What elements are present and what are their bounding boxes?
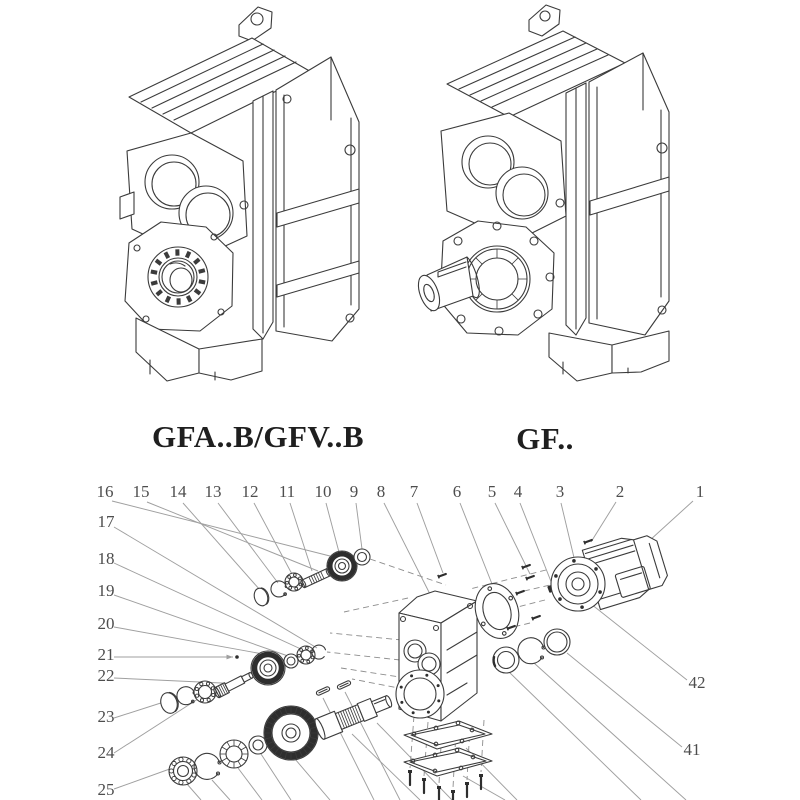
part-number-41: 41	[683, 740, 701, 759]
decor-dot	[298, 654, 301, 657]
decor-dot	[554, 574, 558, 578]
decor-dot	[187, 759, 191, 763]
decor-dot	[580, 605, 584, 609]
decor-dot	[207, 698, 210, 701]
first-stage-shaft-assembly	[252, 549, 370, 608]
decor-dot	[289, 586, 292, 589]
part-number-14: 14	[169, 482, 187, 501]
leader-line-3	[561, 503, 576, 566]
leader-line-20	[114, 627, 263, 654]
decor-dot	[192, 773, 196, 777]
circlip-part	[518, 638, 545, 664]
part-number-10: 10	[314, 482, 332, 501]
decor-dot	[307, 660, 310, 663]
decor-dot	[594, 567, 598, 571]
gear-part	[251, 651, 285, 685]
lifting-eye-hole	[251, 13, 263, 25]
decor-dot	[195, 687, 198, 690]
model-label-gfab-gfvb: GFA..B/GFV..B	[151, 419, 365, 454]
part-number-9: 9	[349, 482, 359, 501]
line-drawing-gfab-gfvb	[120, 7, 359, 381]
leader-line-9	[356, 503, 362, 549]
decor-slot	[187, 252, 190, 258]
decor-dot	[172, 776, 176, 780]
decor-dot	[293, 574, 296, 577]
part-number-42: 42	[688, 673, 706, 692]
part-number-4: 4	[513, 482, 523, 501]
oil-seal-part	[493, 647, 519, 673]
decor-slot	[199, 281, 205, 282]
leader-line-18	[114, 563, 303, 650]
part-number-13: 13	[204, 482, 222, 501]
circlip-part	[177, 687, 196, 705]
line-drawing-gf	[414, 5, 669, 381]
leader-line-14	[183, 503, 260, 590]
washer-part	[284, 654, 298, 668]
part-number-15: 15	[132, 482, 150, 501]
decor-dot	[412, 711, 415, 714]
cover-plate-part	[404, 748, 492, 776]
decor-dot	[187, 779, 191, 783]
key-part	[337, 680, 352, 690]
leader-line-10	[326, 503, 340, 556]
snap-ring-part	[194, 753, 221, 779]
vent-plug-point	[235, 655, 239, 659]
o-ring-part	[544, 629, 570, 655]
decor-dot	[286, 581, 289, 584]
part-number-7: 7	[409, 482, 419, 501]
decor-dot	[212, 693, 215, 696]
large-gear-part	[264, 706, 318, 760]
part-number-17: 17	[97, 512, 115, 531]
part-number-3: 3	[555, 482, 565, 501]
part-number-24: 24	[97, 743, 115, 762]
decor-slot	[151, 282, 157, 284]
leader-line-12	[254, 503, 293, 576]
part-number-18: 18	[97, 549, 115, 568]
leader-line-42	[586, 600, 687, 680]
part-number-23: 23	[97, 707, 115, 726]
bearing-part	[194, 681, 216, 703]
decor-slot	[151, 271, 157, 272]
part-number-11: 11	[278, 482, 296, 501]
decor-dot	[179, 757, 183, 761]
decor-dot	[301, 659, 304, 662]
leader-line-6	[460, 503, 494, 589]
part-number-1: 1	[695, 482, 705, 501]
decor-dot	[172, 761, 176, 765]
decor-dot	[400, 686, 403, 689]
decor-dot	[295, 587, 298, 590]
decor-dot	[288, 576, 291, 579]
leader-line-15	[147, 502, 318, 571]
key-part	[316, 686, 331, 696]
decor-dot	[200, 699, 203, 702]
mounting-bolts	[408, 770, 483, 800]
end-cap-part	[252, 586, 271, 607]
leader-line-24	[114, 697, 201, 753]
part-number-16: 16	[96, 482, 114, 501]
decor-dot	[300, 649, 303, 652]
ball-bearing-part	[169, 757, 197, 785]
part-number-2: 2	[615, 482, 625, 501]
decor-dot	[425, 674, 428, 677]
leader-line-16	[112, 501, 330, 556]
decor-dot	[598, 590, 602, 594]
leader-line-1	[649, 501, 693, 541]
leader-line-4	[520, 503, 552, 584]
leader-line-41	[567, 653, 682, 747]
bearing-part	[220, 740, 248, 768]
decor-dot	[437, 684, 440, 687]
decor-dot	[437, 699, 440, 702]
part-number-8: 8	[376, 482, 386, 501]
input-pinion-shaft-part	[213, 670, 255, 699]
model-label-gf: GF..	[516, 421, 574, 456]
decor-slot	[167, 296, 170, 302]
leader-line-25	[114, 766, 178, 789]
part-number-5: 5	[487, 482, 497, 501]
decor-slot	[188, 296, 191, 302]
decor-dot	[200, 682, 203, 685]
motor-part	[551, 529, 671, 611]
decor-dot	[400, 701, 403, 704]
bearing-part	[354, 549, 370, 565]
decor-slot	[165, 252, 168, 258]
decor-dot	[572, 559, 576, 563]
part-number-19: 19	[97, 581, 115, 600]
output-shaft-part	[313, 690, 395, 740]
decor-dot	[179, 780, 183, 784]
part-number-25: 25	[97, 780, 115, 799]
leader-line-7	[417, 503, 443, 573]
decor-dot	[305, 647, 308, 650]
lifting-eye-hole	[540, 11, 550, 21]
part-number-21: 21	[97, 645, 115, 664]
gasket-part	[404, 721, 492, 749]
decor-dot	[169, 769, 173, 773]
leader-line-5	[495, 503, 530, 574]
part-number-12: 12	[241, 482, 259, 501]
decor-dot	[206, 682, 209, 685]
second-stage-shaft-assembly	[158, 645, 325, 715]
leader-line-8	[384, 503, 436, 606]
decor-dot	[410, 674, 413, 677]
part-number-20: 20	[97, 614, 115, 633]
gear-housing-part	[396, 591, 477, 721]
decor-slot	[199, 270, 205, 272]
decor-dot	[195, 694, 198, 697]
part-number-22: 22	[97, 666, 115, 685]
decor-dot	[427, 711, 430, 714]
decor-dot	[299, 577, 302, 580]
decor-dot	[558, 597, 562, 601]
part-number-6: 6	[452, 482, 462, 501]
leader-line-23	[114, 701, 167, 718]
leader-line-2	[591, 502, 616, 542]
gear-part	[327, 551, 357, 581]
